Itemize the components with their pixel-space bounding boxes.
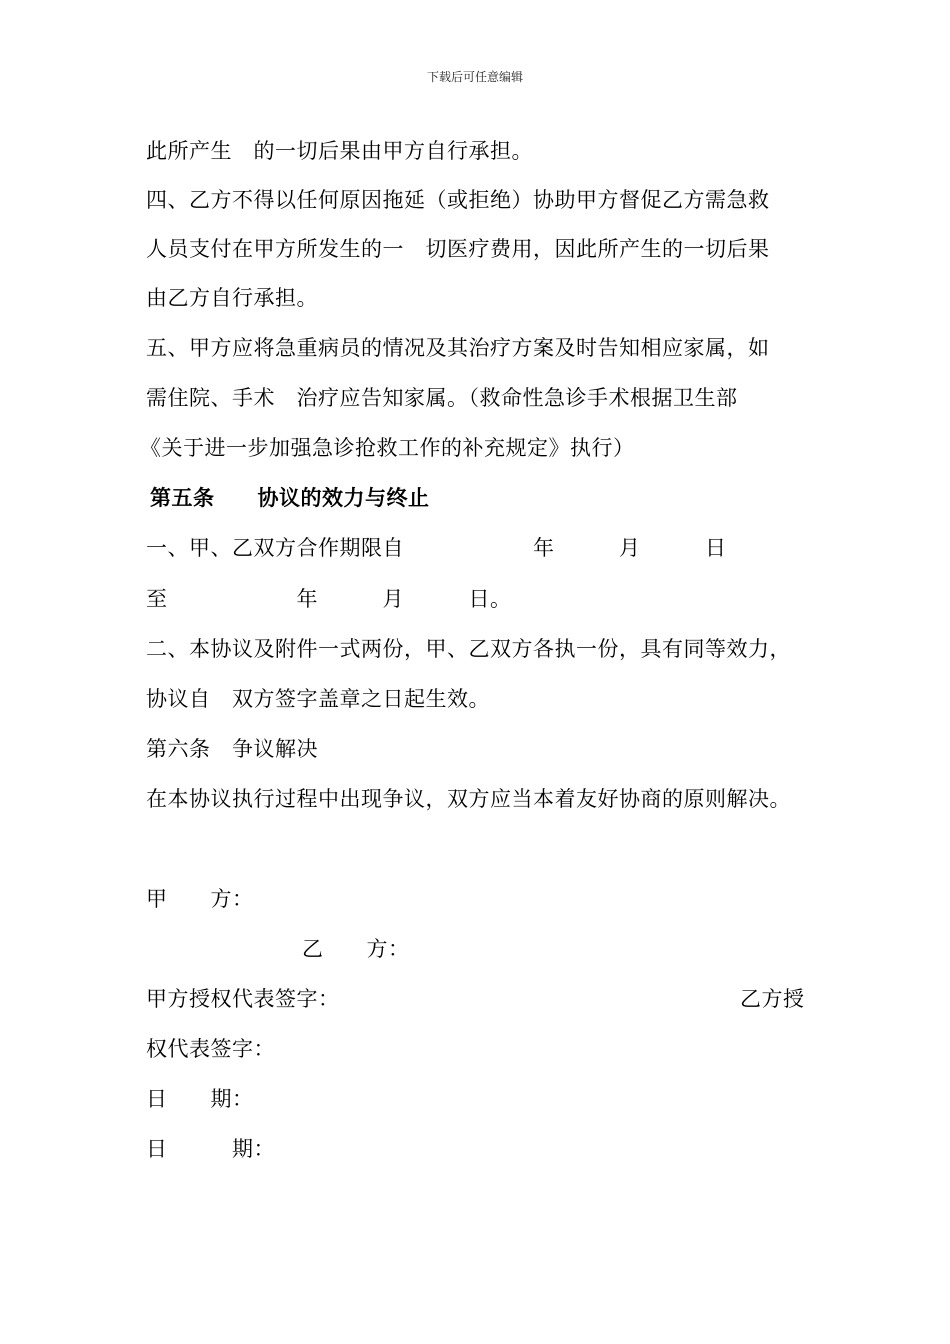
date-label-a: 日 期： <box>146 1087 254 1111</box>
clause-4-line-1: 四、乙方不得以任何原因拖延（或拒绝）协助甲方督促乙方需急救 <box>146 188 770 212</box>
page-header: 下载后可任意编辑 <box>426 70 523 84</box>
copies-line-2: 协议自 双方签字盖章之日起生效。 <box>146 687 490 711</box>
dispute-line: 在本协议执行过程中出现争议，双方应当本着友好协商的原则解决。 <box>146 787 791 811</box>
party-a-label: 甲 方： <box>146 887 254 911</box>
term-line-1: 一、甲、乙双方合作期限自 年 月 日 <box>146 536 727 560</box>
party-a-signature-label: 甲方授权代表签字： <box>146 987 340 1011</box>
party-b-label: 乙 方： <box>302 937 410 961</box>
clause-4-line-3: 由乙方自行承担。 <box>146 286 318 310</box>
term-line-2: 至 年 月 日。 <box>146 587 512 611</box>
clause-5-line-2: 需住院、手术 治疗应告知家属。（救命性急诊手术根据卫生部 <box>146 386 738 410</box>
article-5-heading: 第五条 协议的效力与终止 <box>150 486 430 510</box>
date-label-b: 日 期： <box>146 1137 275 1161</box>
party-b-signature-label-part-1: 乙方授 <box>740 987 805 1011</box>
article-6-heading: 第六条 争议解决 <box>146 737 318 761</box>
party-b-signature-label-part-2: 权代表签字： <box>146 1037 275 1061</box>
clause-4-cont: 此所产生 的一切后果由甲方自行承担。 <box>146 139 533 163</box>
clause-5-line-3: 《关于进一步加强急诊抢救工作的补充规定》执行） <box>140 436 635 460</box>
clause-5-line-1: 五、甲方应将急重病员的情况及其治疗方案及时告知相应家属，如 <box>146 336 770 360</box>
clause-4-line-2: 人员支付在甲方所发生的一 切医疗费用，因此所产生的一切后果 <box>146 237 770 261</box>
copies-line-1: 二、本协议及附件一式两份，甲、乙双方各执一份，具有同等效力， <box>146 637 791 661</box>
